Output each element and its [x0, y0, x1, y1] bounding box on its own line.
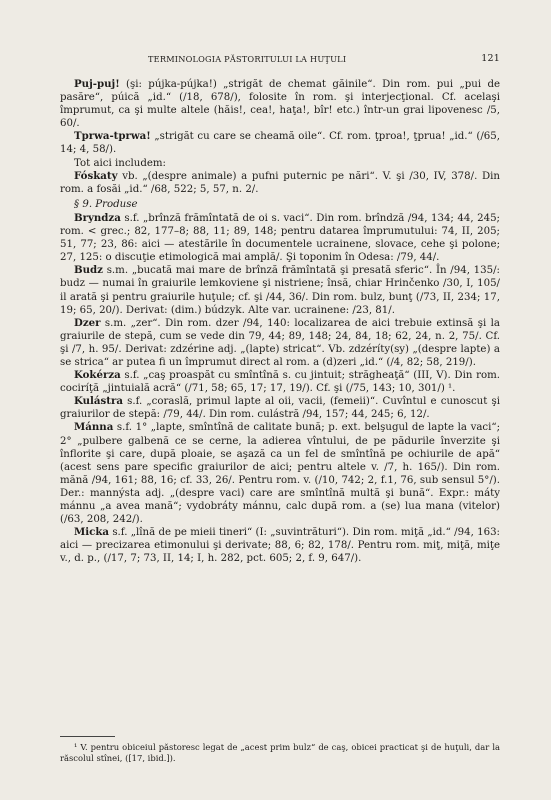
- entry-bryndza: Bryndza s.f. „brînză frămîntată de oi s. vaci“. Din rom. brîndză /94, 134; 44, 245; rom. < grec.; 82, 177–8; 88, 11; 89, 148; pentru datarea împrumutului: 74, II, 205; 51, 77; 23, 86: aici — atestările în documentele ucrainene, slovace, cehe şi polone; 27, 125: o discuţie etimologică mai amplă/. Şi toponim în Odesa: /79, 44/.: [60, 211, 500, 264]
- intro-line: Tot aici includem:: [74, 157, 166, 169]
- entry-dzer: Dzer s.m. „zer“. Din rom. dzer /94, 140: localizarea de aici trebuie extinsă şi la graiurile de stepă, cum se vede din 79, 44; 89, 148; 24, 84, 18; 62, 24, n. 2, 75/. Cf. şi /7, h. 95/. Derivat: zdzérine adj. „(lapte) stricat“. Vb. zdzéríty(sy) „(despre lapte) a se strica“ ar putea fi un împrumut direct al rom. a (d)zeri „id.“ (/4, 82; 58, 219/).: [60, 316, 500, 368]
- entry-puj-puj: Puj-puj! (şi: pújka-pújka!) „strigăt de chemat găinile“. Din rom. pui „pui de pasăre“, púică „id.“ (/18, 678/), folosite în rom. şi interjecţional. Cf. acelaşi împrumut, ca şi multe altele (hăis!, cea!, haţa!, bîr! etc.) într-un grai lipovenesc /5, 60/.: [60, 78, 500, 130]
- entry-foskaty: Fóskaty vb. „(despre animale) a pufni puternic pe nări“. V. şi /30, IV, 378/. Din rom. a fosăi „id.“ /68, 522; 5, 57, n. 2/.: [60, 169, 500, 195]
- page-number: 121: [481, 53, 500, 64]
- entry-budz: Budz s.m. „bucată mai mare de brînză frămîntată şi presată sferic“. În /94, 135/: budz — numai în graiurile lemkoviene şi nistriene; însă, chiar Hrinčenko /30, I, 105/ il arată şi pentru graiurile huţule; cf. şi /44, 36/. Din rom. bulz, bunţ (/73, II, 234; 17, 19; 65, 20/). Derivat: (dim.) búdzyk. Alte var. ucrainene: /23, 81/.: [60, 264, 500, 316]
- footnote: ¹ V. pentru obiceiul păstoresc legat de „acest prim bulz“ de caş, obicei practicat şi de huţuli, dar la răscolul stînei, ([17, ibid.]).: [60, 742, 500, 763]
- body-text: [60, 78, 500, 565]
- entry-micka: Micka s.f. „lînă de pe mieii tineri“ (I: „suvintrături“). Din rom. miţă „id.“ /94, 163: aici — precizarea etimonului şi derivate; 88, 6; 82, 178/. Pentru rom. miţ, miţă, miţe v., d. p., (/17, 7; 73, II, 14; I, h. 282, pct. 605; 2, f. 9, 647/).: [60, 526, 500, 565]
- footnote-divider: [60, 736, 115, 737]
- section-heading: § 9. Produse: [74, 198, 138, 210]
- header-title: TERMINOLOGIA PĂSTORITULUI LA HUŢULI: [148, 54, 347, 64]
- entry-manna: Mánna s.f. 1° „lapte, smîntînă de calitate bună; p. ext. belşugul de lapte la vaci“; 2° „pulbere galbenă ce se cerne, la adierea vîntului, de pe pădurile înverzite şi înflorite şi care, după ploaie, se aşază ca un fel de smîntînă pe ochiurile de apă“ (acest sens pare specific graiurilor de aici; pentru altele v. /7, h. 165/). Din rom. mănă /94, 161; 88, 16; cf. 33, 26/. Pentru rom. v. (/10, 742; 2, f.1, 76, sub sensul 5°/). Der.: mannýsta adj. „(despre vaci) care are smîntînă multă şi bună“. Expr.: máty mánnu „a avea mană“; vydobráty mánnu, calc după rom. a (se) lua mana (vitelor) (/63, 208, 242/).: [60, 421, 500, 526]
- entry-kokerza: Kokérza s.f. „caş proaspăt cu smîntînă s. cu jintuit; străgheaţă“ (III, V). Din rom. cociríţă „jintuială acră“ (/71, 58; 65, 17; 17, 19/). Cf. şi (/75, 143; 10, 301/) ¹.: [60, 369, 500, 395]
- entry-tprwa: Tprwa-tprwa! „strigăt cu care se cheamă oile“. Cf. rom. ţproa!, ţprua! „id.“ (/65, 14; 4, 58/).: [60, 130, 500, 156]
- running-header: [60, 54, 500, 68]
- entry-kulastra: Kulástra s.f. „coraslă, primul lapte al oii, vacii, (femeii)“. Cuvîntul e cunoscut şi graiurilor de stepă: /79, 44/. Din rom. culástră /94, 157; 44, 245; 6, 12/.: [60, 395, 500, 421]
